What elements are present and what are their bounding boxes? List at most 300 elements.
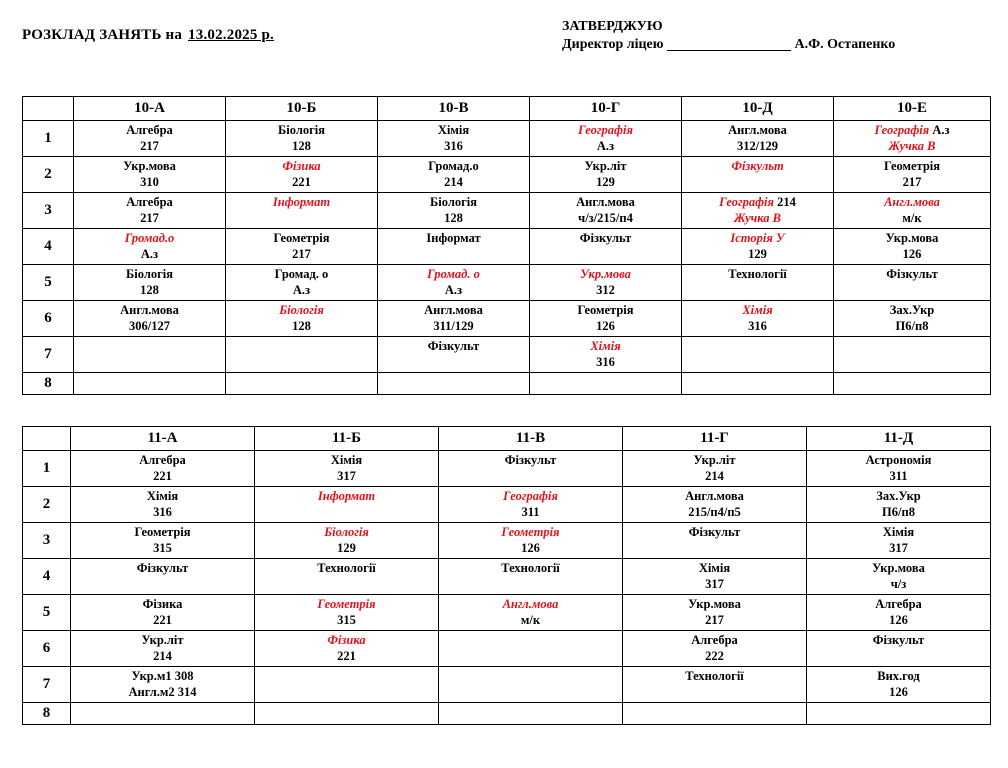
entry-line [378, 302, 529, 318]
entry-text: Громад. о [274, 267, 329, 281]
lesson-entry [74, 229, 225, 262]
entry-text: 311/129 [433, 319, 474, 333]
entry-text: Хімія [437, 123, 470, 137]
entry-text: Технології [685, 669, 744, 683]
lesson-cell [378, 337, 530, 373]
lesson-cell [807, 595, 991, 631]
entry-line [530, 318, 681, 334]
lesson-entry [226, 373, 377, 374]
entry-line [255, 452, 438, 468]
entry-text: 214 [153, 649, 172, 663]
lesson-cell [807, 451, 991, 487]
entry-line [226, 230, 377, 246]
lesson-entry [71, 595, 254, 628]
lesson-entry [226, 337, 377, 338]
lesson-cell [682, 337, 834, 373]
entry-line [682, 230, 833, 246]
entry-line [74, 266, 225, 282]
lesson-cell [226, 229, 378, 265]
entry-text: Хімія [698, 561, 731, 575]
lesson-entry [439, 451, 622, 468]
entry-text: Біологія [278, 123, 325, 137]
lesson-entry [71, 703, 254, 704]
lesson-entry [530, 373, 681, 374]
lesson-entry [74, 157, 225, 190]
subject-highlighted: Громад. о [427, 267, 480, 281]
lesson-cell [378, 301, 530, 337]
entry-text: П6/п8 [882, 505, 915, 519]
lesson-row [23, 703, 991, 725]
lesson-entry [439, 703, 622, 704]
entry-text: Біологія [430, 195, 477, 209]
entry-text: ч/з/215/п4 [578, 211, 633, 225]
entry-line [71, 648, 254, 664]
entry-line [226, 302, 377, 318]
entry-text: Астрономія [865, 453, 932, 467]
signature-line [667, 49, 791, 51]
lesson-entry [807, 703, 990, 704]
lesson-cell [71, 559, 255, 595]
lesson-entry [834, 301, 990, 334]
entry-text: Фізкульт [872, 633, 925, 647]
lesson-cell [226, 337, 378, 373]
lesson-entry [439, 559, 622, 576]
entry-line [74, 138, 225, 154]
schedule-table-grade-11 [22, 426, 991, 725]
entry-line [226, 138, 377, 154]
lesson-cell [255, 631, 439, 667]
entry-line [226, 318, 377, 334]
lesson-cell [807, 703, 991, 725]
lesson-cell [255, 595, 439, 631]
lesson-cell [71, 703, 255, 725]
entry-text: Укр.м1 308 [131, 669, 194, 683]
entry-line [834, 302, 990, 318]
entry-text: 315 [337, 613, 356, 627]
lesson-cell [439, 595, 623, 631]
lesson-row [23, 193, 991, 229]
entry-line [807, 468, 990, 484]
entry-text: 129 [748, 247, 767, 261]
entry-text: 316 [596, 355, 615, 369]
entry-line [807, 596, 990, 612]
lesson-cell [226, 121, 378, 157]
entry-line [623, 596, 806, 612]
entry-text: Алгебра [875, 597, 922, 611]
entry-text: 217 [140, 211, 159, 225]
lesson-cell [74, 301, 226, 337]
entry-text: Укр.літ [693, 453, 736, 467]
entry-text: 315 [153, 541, 172, 555]
lesson-entry [378, 301, 529, 334]
lesson-entry [682, 229, 833, 262]
entry-text: 311 [889, 469, 908, 483]
entry-text: 129 [337, 541, 356, 555]
lesson-cell [255, 559, 439, 595]
title-text: РОЗКЛАД ЗАНЯТЬ на [22, 27, 183, 43]
entry-line [439, 488, 622, 504]
lesson-entry [807, 667, 990, 700]
lesson-entry [682, 157, 833, 174]
subject-highlighted: Геометрія [317, 597, 376, 611]
entry-line [378, 318, 529, 334]
entry-line [834, 122, 990, 138]
lesson-entry [226, 157, 377, 190]
lesson-cell [74, 157, 226, 193]
entry-text: Громад.о [428, 159, 479, 173]
subject-highlighted: Англ.мова [502, 597, 559, 611]
lesson-entry [807, 487, 990, 520]
approval-block [562, 18, 895, 54]
lesson-row [23, 265, 991, 301]
lesson-cell [682, 229, 834, 265]
entry-text: Алгебра [126, 195, 173, 209]
entry-text: Укр.мова [872, 561, 925, 575]
director-name: А.Ф. Остапенко [794, 37, 896, 52]
lesson-cell [71, 487, 255, 523]
subject-highlighted: Біологія [324, 525, 369, 539]
entry-text: Англ.мова [576, 195, 635, 209]
entry-line [378, 210, 529, 226]
lesson-entry [71, 487, 254, 520]
lesson-entry [530, 265, 681, 298]
lesson-entry [255, 667, 438, 668]
lesson-entry [834, 265, 990, 282]
entry-line [226, 194, 377, 210]
lesson-cell [226, 373, 378, 395]
entry-text: Зах.Укр [889, 303, 935, 317]
entry-line [74, 302, 225, 318]
entry-line [71, 596, 254, 612]
entry-line [378, 266, 529, 282]
entry-text: Англ.мова [685, 489, 744, 503]
entry-line [439, 560, 622, 576]
class-header: 10-Е [834, 97, 991, 121]
lesson-number: 8 [23, 373, 74, 395]
entry-line [807, 452, 990, 468]
entry-line [623, 524, 806, 540]
lesson-entry [807, 451, 990, 484]
lesson-row [23, 301, 991, 337]
entry-text: 129 [596, 175, 615, 189]
lesson-cell [74, 193, 226, 229]
entry-line [834, 246, 990, 262]
lesson-cell [71, 523, 255, 559]
lesson-entry [226, 265, 377, 298]
entry-line [623, 632, 806, 648]
entry-text: 126 [521, 541, 540, 555]
class-header: 11-Г [623, 427, 807, 451]
entry-text: 217 [902, 175, 922, 189]
entry-line [682, 158, 833, 174]
entry-line [71, 684, 254, 700]
class-header: 10-Б [226, 97, 378, 121]
entry-line [807, 684, 990, 700]
entry-line [74, 230, 225, 246]
lesson-cell [807, 523, 991, 559]
entry-line [439, 612, 622, 628]
lesson-row [23, 373, 991, 395]
lesson-entry [623, 703, 806, 704]
entry-text: м/к [520, 613, 541, 627]
header-row [23, 427, 991, 451]
entry-text: 128 [292, 319, 311, 333]
lesson-cell [71, 667, 255, 703]
entry-line [682, 210, 833, 226]
lesson-number: 3 [23, 523, 71, 559]
lesson-cell [682, 157, 834, 193]
entry-line [71, 612, 254, 628]
lesson-cell [807, 631, 991, 667]
entry-line [74, 246, 225, 262]
entry-line [378, 230, 529, 246]
lesson-entry [807, 559, 990, 592]
entry-text: Фізкульт [504, 453, 557, 467]
lesson-entry [530, 229, 681, 246]
lesson-cell [74, 337, 226, 373]
entry-line [71, 452, 254, 468]
entry-suffix: А.з [929, 123, 950, 137]
lesson-cell [378, 193, 530, 229]
entry-line [807, 524, 990, 540]
entry-line [530, 338, 681, 354]
entry-line [255, 560, 438, 576]
lesson-cell [226, 193, 378, 229]
lesson-row [23, 559, 991, 595]
entry-line [530, 210, 681, 226]
approve-title: ЗАТВЕРДЖУЮ [562, 19, 663, 34]
lesson-cell [834, 337, 991, 373]
entry-line [71, 632, 254, 648]
lesson-cell [439, 487, 623, 523]
lesson-cell [682, 373, 834, 395]
subject-highlighted: Історія У [730, 231, 785, 245]
entry-line [807, 560, 990, 576]
entry-line [807, 612, 990, 628]
entry-line [255, 596, 438, 612]
entry-text: Фізкульт [579, 231, 632, 245]
entry-text: 316 [748, 319, 767, 333]
entry-line [439, 452, 622, 468]
lesson-cell [439, 631, 623, 667]
lesson-cell [439, 451, 623, 487]
lesson-number: 1 [23, 451, 71, 487]
entry-text: 126 [902, 247, 922, 261]
class-header: 11-Д [807, 427, 991, 451]
subject-highlighted: Хімія [590, 339, 621, 353]
entry-line [439, 524, 622, 540]
lesson-cell [530, 157, 682, 193]
lesson-entry [623, 523, 806, 540]
entry-text: 128 [292, 139, 311, 153]
entry-text: Алгебра [126, 123, 173, 137]
lesson-cell [74, 373, 226, 395]
lesson-entry [255, 595, 438, 628]
lesson-row [23, 523, 991, 559]
entry-line [74, 158, 225, 174]
subject-highlighted: Фізика [282, 159, 321, 173]
entry-line [255, 612, 438, 628]
entry-line [834, 138, 990, 154]
lesson-cell [530, 229, 682, 265]
lesson-row [23, 157, 991, 193]
subject-highlighted: Фізика [327, 633, 366, 647]
entry-line [682, 138, 833, 154]
lesson-number: 4 [23, 229, 74, 265]
header-row [23, 97, 991, 121]
entry-text: 317 [889, 541, 908, 555]
lesson-entry [530, 301, 681, 334]
lesson-cell [682, 121, 834, 157]
lesson-entry [255, 523, 438, 556]
entry-text: Укр.мова [688, 597, 741, 611]
entry-line [623, 452, 806, 468]
lesson-cell [834, 265, 991, 301]
lesson-cell [226, 301, 378, 337]
lesson-entry [439, 595, 622, 628]
lesson-entry [682, 265, 833, 282]
lesson-entry [255, 703, 438, 704]
lesson-entry [74, 193, 225, 226]
entry-line [834, 194, 990, 210]
lesson-cell [71, 631, 255, 667]
entry-text: 312 [596, 283, 615, 297]
lesson-cell [74, 229, 226, 265]
entry-line [834, 210, 990, 226]
lesson-cell [255, 523, 439, 559]
lesson-entry [530, 193, 681, 226]
class-header: 10-Д [682, 97, 834, 121]
entry-text: Фізкульт [427, 339, 480, 353]
entry-text: Інформат [426, 231, 481, 245]
entry-line [71, 560, 254, 576]
entry-line [807, 576, 990, 592]
lesson-cell [226, 157, 378, 193]
lesson-entry [226, 193, 377, 210]
lesson-entry [834, 337, 990, 338]
entry-text: Англ.мова [120, 303, 179, 317]
lesson-entry [74, 265, 225, 298]
lesson-cell [623, 451, 807, 487]
entry-line [623, 560, 806, 576]
entry-text: Хімія [882, 525, 915, 539]
lesson-cell [439, 667, 623, 703]
entry-line [226, 266, 377, 282]
class-header: 10-Г [530, 97, 682, 121]
lesson-cell [255, 451, 439, 487]
entry-line [74, 174, 225, 190]
entry-text: Фізкульт [886, 267, 938, 281]
entry-text: Технології [728, 267, 787, 281]
lesson-number: 5 [23, 595, 71, 631]
lesson-entry [255, 559, 438, 576]
lesson-entry [378, 157, 529, 190]
lesson-entry [530, 157, 681, 190]
entry-text: 306/127 [129, 319, 170, 333]
lesson-entry [71, 559, 254, 576]
lesson-number: 6 [23, 301, 74, 337]
entry-line [682, 122, 833, 138]
subject-highlighted: Інформат [317, 489, 376, 503]
entry-line [623, 612, 806, 628]
entry-text: 215/п4/п5 [688, 505, 741, 519]
schedule-table-grade-10 [22, 96, 991, 395]
lesson-cell [807, 487, 991, 523]
entry-line [378, 158, 529, 174]
lesson-entry [807, 523, 990, 556]
entry-line [807, 632, 990, 648]
lesson-entry [623, 487, 806, 520]
entry-text: 221 [153, 469, 172, 483]
lesson-cell [74, 121, 226, 157]
lesson-row [23, 595, 991, 631]
lesson-cell [834, 121, 991, 157]
subject-highlighted: Географія [578, 123, 633, 137]
entry-line [255, 524, 438, 540]
corner-cell [23, 97, 74, 121]
entry-line [834, 318, 990, 334]
lesson-cell [623, 559, 807, 595]
entry-line [255, 648, 438, 664]
entry-text: 316 [153, 505, 172, 519]
lesson-number: 1 [23, 121, 74, 157]
entry-line [530, 194, 681, 210]
entry-line [807, 504, 990, 520]
entry-line [807, 540, 990, 556]
entry-line [71, 540, 254, 556]
entry-line [623, 576, 806, 592]
entry-line [255, 488, 438, 504]
entry-text: 126 [889, 613, 908, 627]
entry-line [623, 488, 806, 504]
lesson-entry [71, 451, 254, 484]
entry-text: 217 [705, 613, 724, 627]
entry-line [530, 282, 681, 298]
entry-text: Англ.м2 314 [128, 685, 197, 699]
entry-text: А.з [596, 139, 615, 153]
entry-line [71, 504, 254, 520]
lesson-cell [834, 229, 991, 265]
entry-text: Англ.мова [728, 123, 787, 137]
entry-line [530, 122, 681, 138]
entry-text: Технології [501, 561, 560, 575]
subject-highlighted: Інформат [272, 195, 331, 209]
lesson-cell [623, 487, 807, 523]
lesson-number: 4 [23, 559, 71, 595]
entry-text: Укр.мова [885, 231, 939, 245]
entry-text: 126 [596, 319, 615, 333]
lesson-entry [71, 631, 254, 664]
entry-line [530, 174, 681, 190]
entry-line [378, 174, 529, 190]
entry-line [623, 504, 806, 520]
entry-line [378, 338, 529, 354]
subject-highlighted: Громад.о [124, 231, 175, 245]
lesson-cell [682, 265, 834, 301]
corner-cell [23, 427, 71, 451]
entry-text: 311 [521, 505, 540, 519]
lesson-cell [71, 595, 255, 631]
entry-line [74, 122, 225, 138]
lesson-entry [530, 337, 681, 370]
entry-suffix: 214 [773, 195, 796, 209]
entry-text: м/к [902, 211, 922, 225]
entry-text: Укр.літ [141, 633, 184, 647]
entry-line [439, 596, 622, 612]
entry-text: Технології [317, 561, 376, 575]
lesson-cell [439, 559, 623, 595]
lesson-number: 3 [23, 193, 74, 229]
